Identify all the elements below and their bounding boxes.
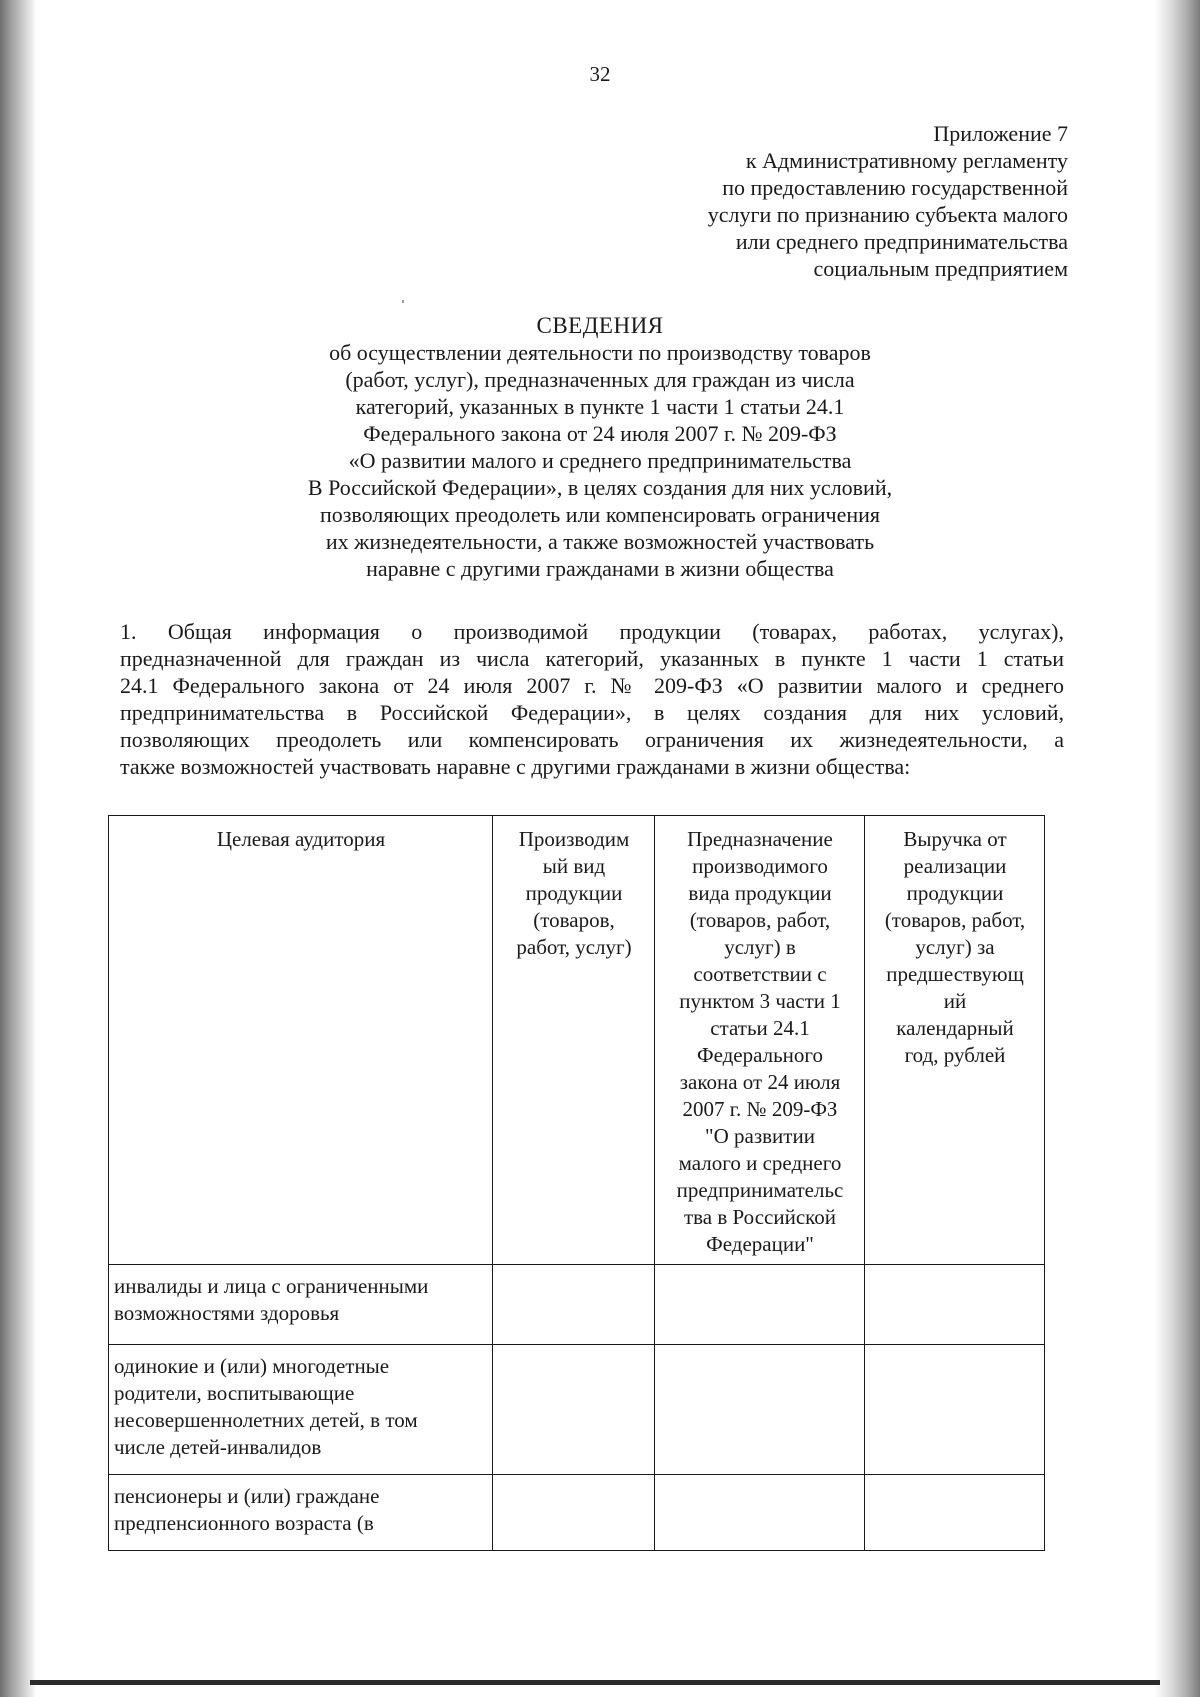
appendix-line: или среднего предпринимательства xyxy=(735,229,1068,254)
header-target-audience xyxy=(109,816,493,1265)
cell-line: предпенсионного возраста (в xyxy=(114,1511,374,1535)
appendix-block xyxy=(548,120,1068,282)
title-line: их жизнедеятельности, а также возможностей участвовать xyxy=(325,529,875,554)
paragraph-line: также возможностей участвовать наравне с другими гражданами в жизни общества: xyxy=(120,754,911,779)
header-line: Федерального xyxy=(696,1043,824,1067)
paragraph-line: 1. Общая информация о производимой продукции (товарах, работах, услугах), xyxy=(120,619,1064,644)
scan-edge-left xyxy=(0,0,36,1697)
appendix-line: услуги по признанию субъекта малого xyxy=(707,202,1068,227)
header-line: Производим xyxy=(518,827,630,851)
title-line: (работ, услуг), предназначенных для граждан из числа xyxy=(345,367,855,392)
header-line: год, рублей xyxy=(904,1043,1006,1067)
products-table xyxy=(108,815,1045,1551)
header-line: ый вид xyxy=(542,854,606,878)
table-header-row xyxy=(109,816,1045,1265)
document-title-block xyxy=(0,312,1200,582)
header-line: закона от 24 июля xyxy=(679,1070,841,1094)
header-line: продукции xyxy=(525,881,623,905)
cell-product xyxy=(493,1345,655,1475)
cell-revenue xyxy=(865,1475,1045,1551)
header-product-type xyxy=(493,816,655,1265)
cell-purpose xyxy=(655,1345,865,1475)
document-title: СВЕДЕНИЯ xyxy=(536,313,664,338)
cell-line: несовершеннолетних детей, в том xyxy=(114,1408,418,1432)
appendix-line: к Административному регламенту xyxy=(745,148,1068,173)
header-line: ий xyxy=(943,989,967,1013)
cell-line: родители, воспитывающие xyxy=(114,1381,355,1405)
cell-purpose xyxy=(655,1475,865,1551)
header-line: реализации xyxy=(903,854,1007,878)
header-line: Предназначение xyxy=(687,827,833,851)
cell-product xyxy=(493,1475,655,1551)
paragraph-line: 24.1 Федерального закона от 24 июля 2007 г. № 209-ФЗ «О развитии малого и среднего xyxy=(120,673,1064,698)
cell-line: возможностями здоровья xyxy=(114,1301,340,1325)
cell-product xyxy=(493,1265,655,1345)
cell-audience xyxy=(109,1475,493,1551)
appendix-line: по предоставлению государственной xyxy=(722,175,1068,200)
header-line: (товаров, работ, xyxy=(884,908,1026,932)
header-line: Целевая аудитория xyxy=(216,827,386,851)
cell-line: одинокие и (или) многодетные xyxy=(114,1354,390,1378)
header-line: "О развитии xyxy=(705,1124,815,1148)
cell-line: пенсионеры и (или) граждане xyxy=(114,1484,380,1508)
header-line: Федерации" xyxy=(706,1232,814,1256)
table-row xyxy=(109,1265,1045,1345)
page-number: 32 xyxy=(589,62,611,86)
header-line: малого и среднего xyxy=(678,1151,842,1175)
scan-edge-bottom xyxy=(30,1680,1160,1685)
paragraph-line: позволяющих преодолеть или компенсировать ограничения их жизнедеятельности, а xyxy=(120,727,1064,752)
header-line: предпринимательс xyxy=(676,1178,844,1202)
cell-audience xyxy=(109,1265,493,1345)
cell-line: инвалиды и лица с ограниченными xyxy=(114,1274,429,1298)
scan-edge-right xyxy=(1154,0,1200,1697)
header-line: (товаров, xyxy=(533,908,615,932)
paragraph-line: предназначенной для граждан из числа категорий, указанных в пункте 1 части 1 статьи xyxy=(120,646,1064,671)
header-line: продукции xyxy=(906,881,1004,905)
appendix-line: Приложение 7 xyxy=(933,121,1068,146)
scan-speck xyxy=(402,300,404,303)
header-line: пунктом 3 части 1 xyxy=(679,989,841,1013)
header-revenue xyxy=(865,816,1045,1265)
title-line: об осуществлении деятельности по производству товаров xyxy=(329,340,871,365)
header-line: статьи 24.1 xyxy=(710,1016,810,1040)
title-line: позволяющих преодолеть или компенсировать ограничения xyxy=(319,502,881,527)
paragraph-line: предпринимательства в Российской Федерации», в целях создания для них условий, xyxy=(120,700,1064,725)
title-line: «О развитии малого и среднего предпринимательства xyxy=(348,448,852,473)
cell-purpose xyxy=(655,1265,865,1345)
header-line: услуг) в xyxy=(724,935,796,959)
header-line: работ, услуг) xyxy=(516,935,632,959)
cell-audience xyxy=(109,1345,493,1475)
title-line: Федерального закона от 24 июля 2007 г. № 209-ФЗ xyxy=(363,421,837,446)
header-line: 2007 г. № 209-ФЗ xyxy=(682,1097,838,1121)
cell-revenue xyxy=(865,1265,1045,1345)
general-info-paragraph xyxy=(120,618,1064,780)
header-product-purpose xyxy=(655,816,865,1265)
header-line: соответствии с xyxy=(693,962,827,986)
header-line: производимого xyxy=(692,854,828,878)
header-line: услуг) за xyxy=(915,935,995,959)
header-line: вида продукции xyxy=(688,881,832,905)
table-row xyxy=(109,1345,1045,1475)
title-line: категорий, указанных в пункте 1 части 1 статьи 24.1 xyxy=(355,394,845,419)
cell-line: числе детей-инвалидов xyxy=(114,1435,322,1459)
header-line: (товаров, работ, xyxy=(689,908,831,932)
header-line: предшествующ xyxy=(886,962,1024,986)
title-line: В Российской Федерации», в целях создания для них условий, xyxy=(307,475,893,500)
appendix-line: социальным предприятием xyxy=(813,256,1068,281)
title-line: наравне с другими гражданами в жизни общества xyxy=(366,556,834,581)
header-line: тва в Российской xyxy=(683,1205,837,1229)
header-line: календарный xyxy=(896,1016,1014,1040)
header-line: Выручка от xyxy=(903,827,1007,851)
table-row xyxy=(109,1475,1045,1551)
cell-revenue xyxy=(865,1345,1045,1475)
